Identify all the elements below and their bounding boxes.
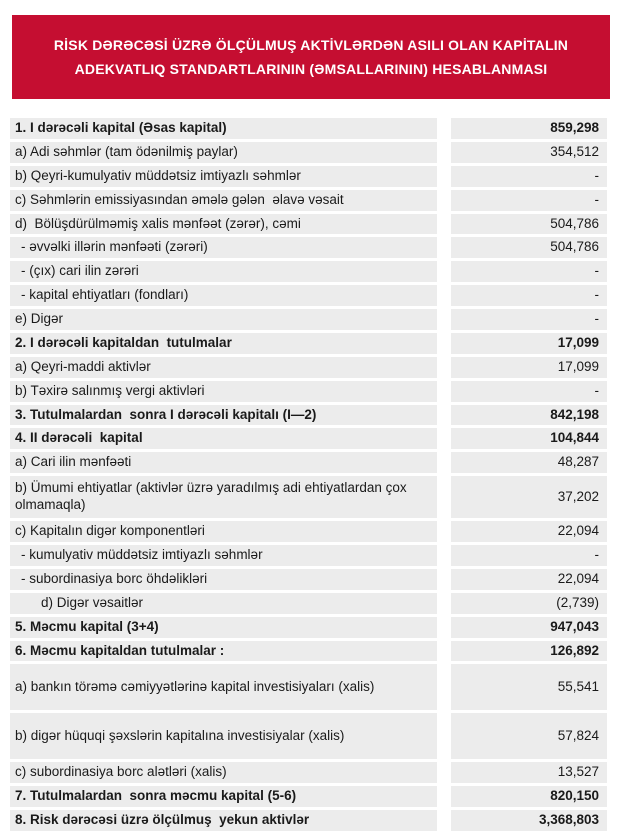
- row-label: c) Kapitalın digər komponentləri: [10, 521, 437, 542]
- row-label: a) Cari ilin mənfəəti: [10, 452, 437, 473]
- row-value: 17,099: [451, 333, 607, 354]
- row-label: b) Qeyri-kumulyativ müddətsiz imtiyazlı səhmlər: [10, 166, 437, 187]
- row-label: a) bankın törəmə cəmiyyətlərinə kapital investisiyaları (xalis): [10, 664, 437, 710]
- table-row: [10, 569, 607, 590]
- column-gutter: [437, 118, 451, 139]
- column-gutter: [437, 786, 451, 807]
- row-value: 3,368,803: [451, 810, 607, 831]
- row-value: -: [451, 261, 607, 282]
- column-gutter: [437, 166, 451, 187]
- row-label: 7. Tutulmalardan sonra məcmu kapital (5-6): [10, 786, 437, 807]
- row-value: 504,786: [451, 237, 607, 258]
- column-gutter: [437, 617, 451, 638]
- table-row: [10, 190, 607, 211]
- table-row: [10, 545, 607, 566]
- row-label: 6. Məcmu kapitaldan tutulmalar :: [10, 641, 437, 662]
- report-title-banner: [12, 15, 610, 99]
- table-row: [10, 452, 607, 473]
- row-value: (2,739): [451, 593, 607, 614]
- row-label: 5. Məcmu kapital (3+4): [10, 617, 437, 638]
- row-label: b) Təxirə salınmış vergi aktivləri: [10, 381, 437, 402]
- column-gutter: [437, 237, 451, 258]
- column-gutter: [437, 762, 451, 783]
- table-row: [10, 664, 607, 710]
- table-row: [10, 118, 607, 139]
- row-label: 8. Risk dərəcəsi üzrə ölçülmuş yekun aktivlər: [10, 810, 437, 831]
- table-row: [10, 476, 607, 518]
- table-row: [10, 309, 607, 330]
- table-row: [10, 593, 607, 614]
- table-row: [10, 261, 607, 282]
- row-value: -: [451, 545, 607, 566]
- row-value: 842,198: [451, 405, 607, 426]
- row-value: -: [451, 166, 607, 187]
- row-value: 13,527: [451, 762, 607, 783]
- row-value: 57,824: [451, 713, 607, 759]
- row-value: 17,099: [451, 357, 607, 378]
- column-gutter: [437, 593, 451, 614]
- row-label: 3. Tutulmalardan sonra I dərəcəli kapitalı (I—2): [10, 405, 437, 426]
- row-label: a) Adi səhmlər (tam ödənilmiş paylar): [10, 142, 437, 163]
- table-row: [10, 214, 607, 235]
- column-gutter: [437, 428, 451, 449]
- row-value: 126,892: [451, 641, 607, 662]
- column-gutter: [437, 381, 451, 402]
- row-value: -: [451, 285, 607, 306]
- column-gutter: [437, 190, 451, 211]
- column-gutter: [437, 713, 451, 759]
- row-label: - (çıx) cari ilin zərəri: [10, 261, 437, 282]
- row-label: 4. II dərəcəli kapital: [10, 428, 437, 449]
- table-row: [10, 381, 607, 402]
- table-row: [10, 617, 607, 638]
- table-row: [10, 641, 607, 662]
- row-label: b) Ümumi ehtiyatlar (aktivlər üzrə yaradılmış adi ehtiyatlardan çox olmamaqla): [10, 476, 437, 518]
- row-value: 859,298: [451, 118, 607, 139]
- column-gutter: [437, 641, 451, 662]
- column-gutter: [437, 569, 451, 590]
- table-row: [10, 142, 607, 163]
- column-gutter: [437, 476, 451, 518]
- table-row: [10, 237, 607, 258]
- row-value: 104,844: [451, 428, 607, 449]
- row-value: 48,287: [451, 452, 607, 473]
- report-title-line2: ADEKVATLIQ STANDARTLARININ (ƏMSALLARININ) HESABLANMASI: [74, 61, 548, 77]
- row-value: 504,786: [451, 214, 607, 235]
- report-title-line1: RİSK DƏRƏCƏSİ ÜZRƏ ÖLÇÜLMUŞ AKTİVLƏRDƏN ASILI OLAN KAPİTALIN: [53, 36, 569, 53]
- column-gutter: [437, 664, 451, 710]
- table-row: [10, 786, 607, 807]
- column-gutter: [437, 333, 451, 354]
- row-label: d) Digər vəsaitlər: [10, 593, 437, 614]
- column-gutter: [437, 285, 451, 306]
- row-label: - subordinasiya borc öhdəlikləri: [10, 569, 437, 590]
- table-row: [10, 810, 607, 831]
- table-row: [10, 166, 607, 187]
- table-row: [10, 285, 607, 306]
- column-gutter: [437, 309, 451, 330]
- row-label: - kumulyativ müddətsiz imtiyazlı səhmlər: [10, 545, 437, 566]
- table-row: [10, 428, 607, 449]
- row-label: e) Digər: [10, 309, 437, 330]
- column-gutter: [437, 452, 451, 473]
- row-label: a) Qeyri-maddi aktivlər: [10, 357, 437, 378]
- row-label: 1. I dərəcəli kapital (Əsas kapital): [10, 118, 437, 139]
- row-label: b) digər hüquqi şəxslərin kapitalına investisiyalar (xalis): [10, 713, 437, 759]
- row-value: 354,512: [451, 142, 607, 163]
- column-gutter: [437, 810, 451, 831]
- row-value: 820,150: [451, 786, 607, 807]
- row-value: -: [451, 190, 607, 211]
- row-label: 2. I dərəcəli kapitaldan tutulmalar: [10, 333, 437, 354]
- table-row: [10, 762, 607, 783]
- column-gutter: [437, 521, 451, 542]
- row-value: -: [451, 381, 607, 402]
- row-value: -: [451, 309, 607, 330]
- table-row: [10, 713, 607, 759]
- row-label: - kapital ehtiyatları (fondları): [10, 285, 437, 306]
- row-label: - əvvəlki illərin mənfəəti (zərəri): [10, 237, 437, 258]
- row-label: d) Bölüşdürülməmiş xalis mənfəət (zərər), cəmi: [10, 214, 437, 235]
- row-label: c) subordinasiya borc alətləri (xalis): [10, 762, 437, 783]
- column-gutter: [437, 545, 451, 566]
- row-value: 37,202: [451, 476, 607, 518]
- row-value: 22,094: [451, 521, 607, 542]
- table-row: [10, 333, 607, 354]
- capital-adequacy-table: [10, 118, 607, 833]
- column-gutter: [437, 405, 451, 426]
- table-row: [10, 521, 607, 542]
- table-row: [10, 357, 607, 378]
- row-value: 55,541: [451, 664, 607, 710]
- column-gutter: [437, 142, 451, 163]
- row-label: c) Səhmlərin emissiyasından əmələ gələn əlavə vəsait: [10, 190, 437, 211]
- row-value: 947,043: [451, 617, 607, 638]
- column-gutter: [437, 214, 451, 235]
- row-value: 22,094: [451, 569, 607, 590]
- column-gutter: [437, 357, 451, 378]
- table-row: [10, 405, 607, 426]
- column-gutter: [437, 261, 451, 282]
